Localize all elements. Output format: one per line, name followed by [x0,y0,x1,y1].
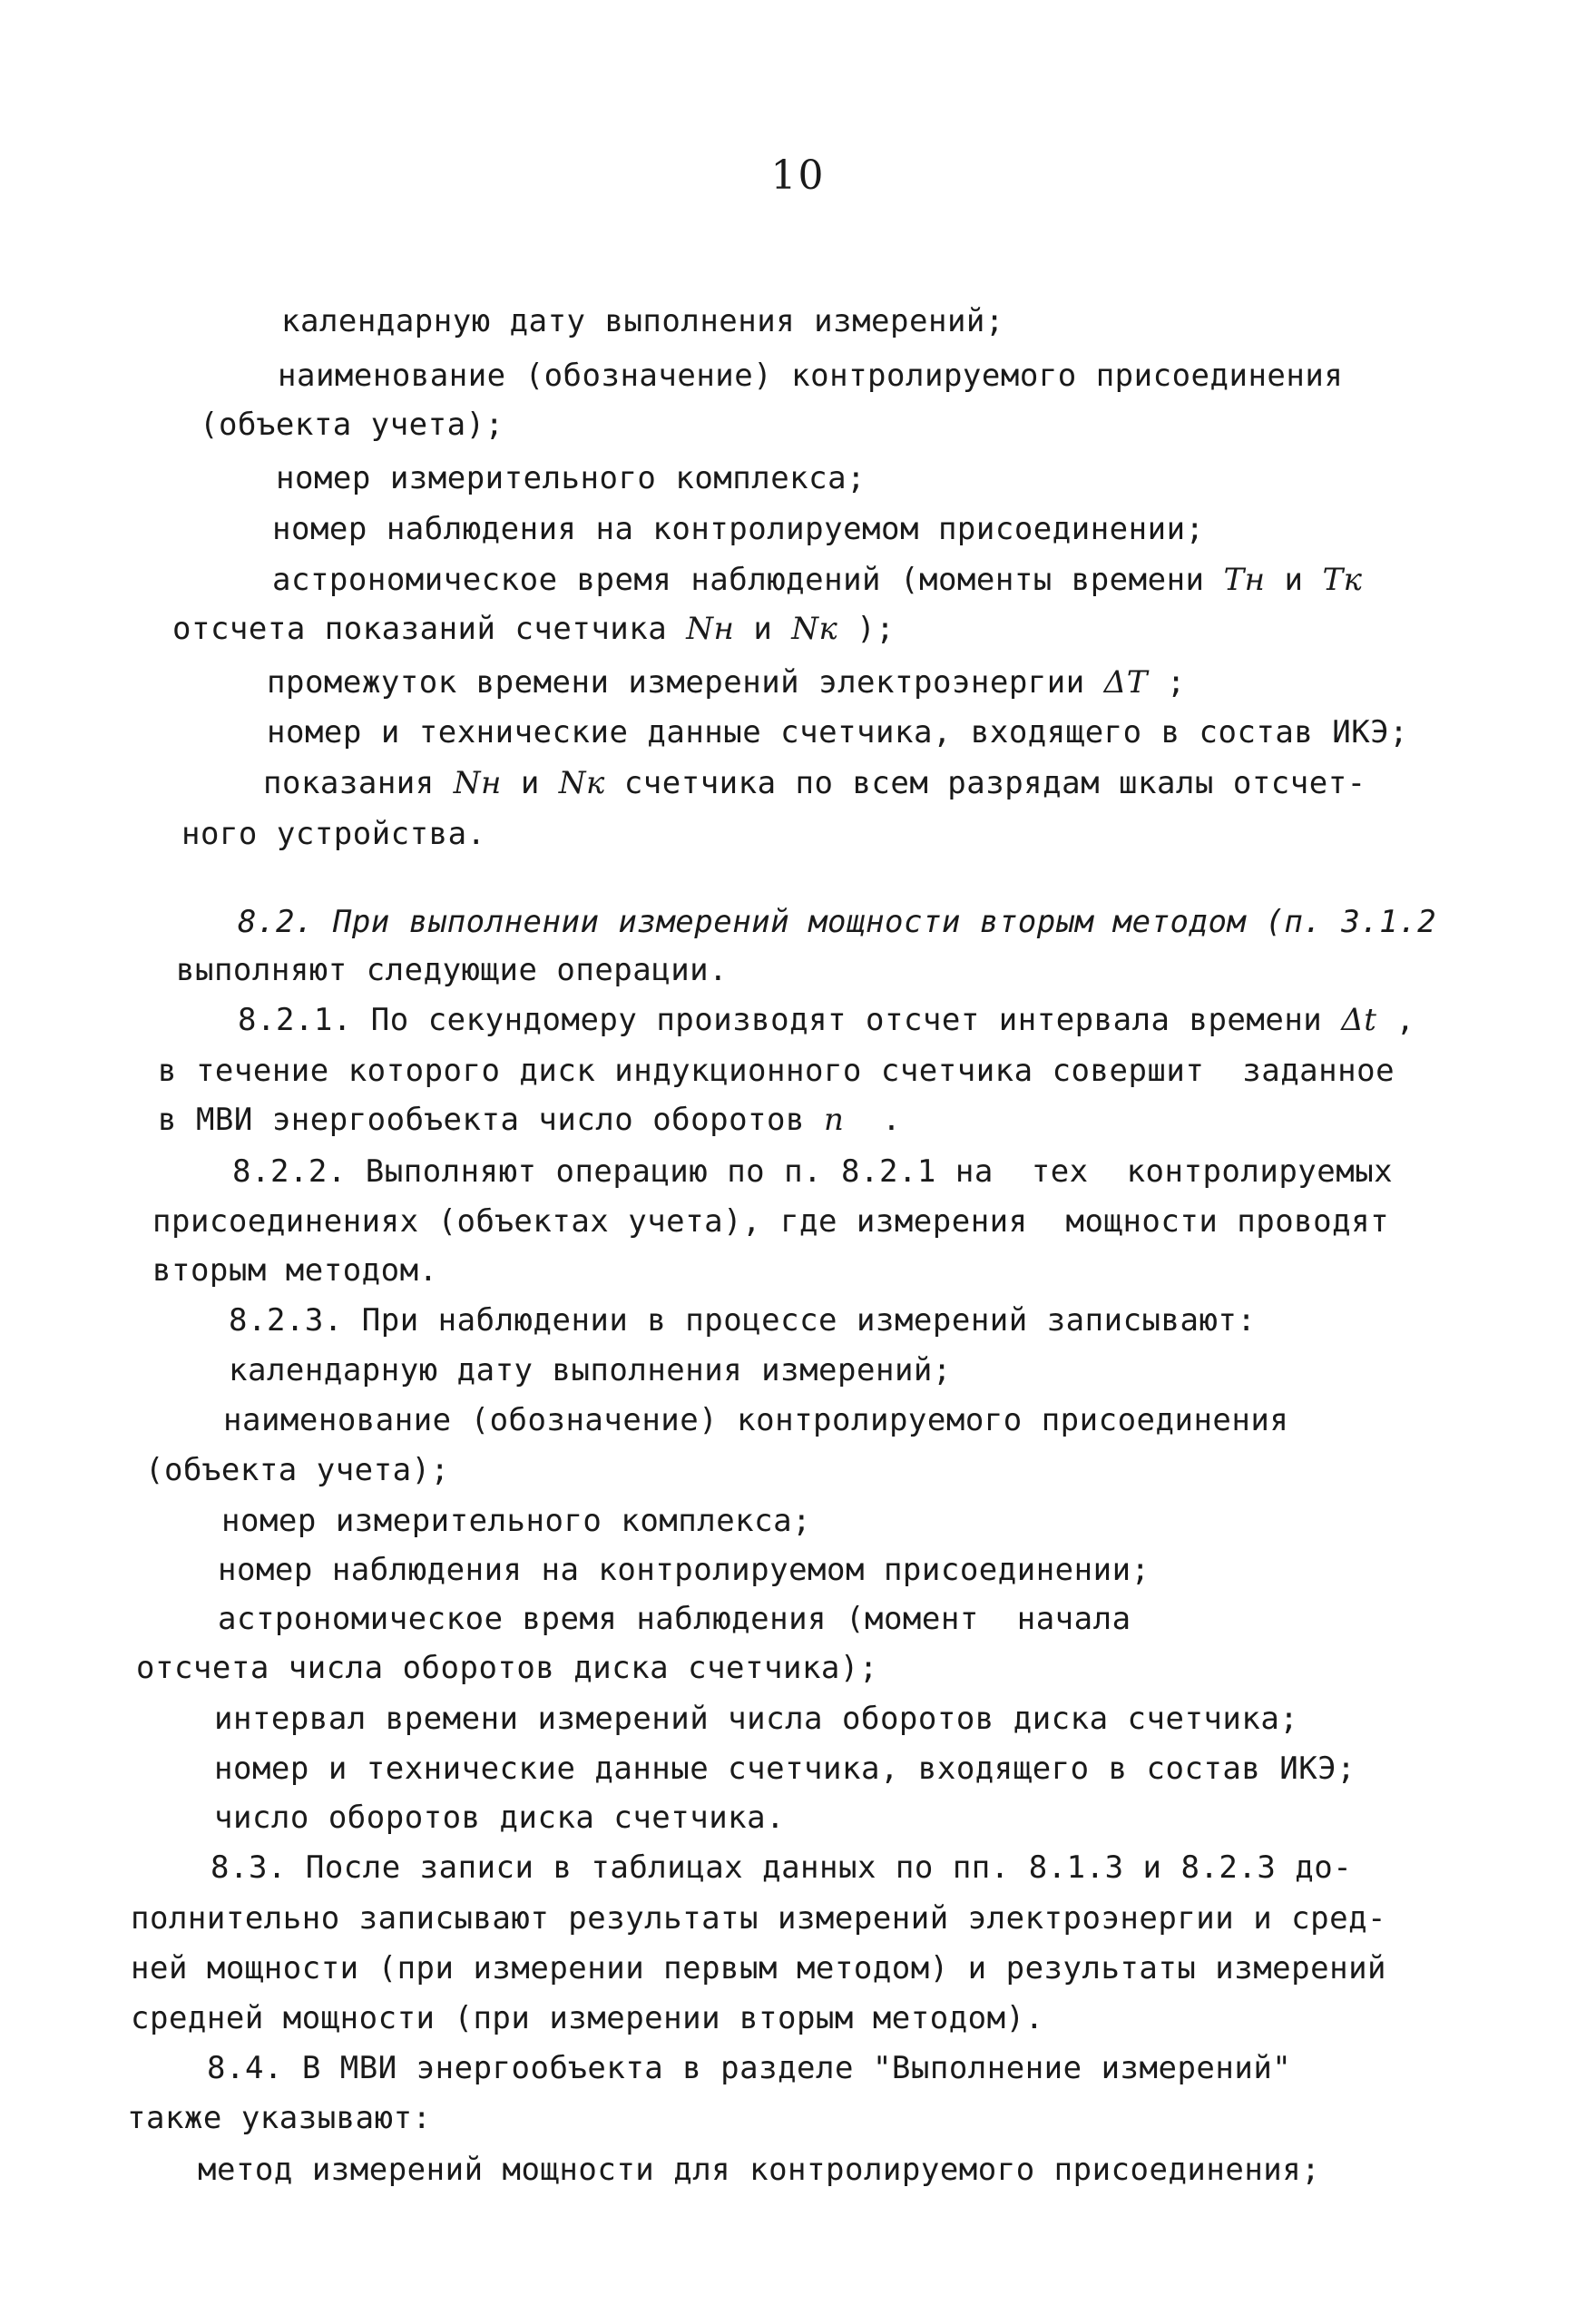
list-item-observation: номер наблюдения на контролируемом присоединении; [272,511,1205,547]
list-item-observation: номер наблюдения на контролируемом присоединении; [218,1552,1150,1588]
section-8-2-2-line1: 8.2.2. Выполняют операцию по п. 8.2.1 на тех контролируемых [232,1153,1394,1190]
text: астрономическое время наблюдений (моменты времени [272,562,1224,598]
section-8-2-1-line3 [158,1102,901,1138]
list-item-interval: интервал времени измерений числа оборотов диска счетчика; [214,1701,1299,1737]
symbol-delta-t-small: Δt [1341,1002,1377,1038]
section-8-4-line1: 8.4. В МВИ энергообъекта в разделе "Выполнение измерений" [207,2050,1292,2086]
list-item-name-line1: наименование (обозначение) контролируемого присоединения [278,358,1344,394]
symbol-t-start: Тн [1223,562,1266,598]
section-8-2-2-line2: присоединениях (объектах учета), где измерения мощности проводят [152,1203,1390,1240]
section-8-2-3-line1: 8.2.3. При наблюдении в процессе измерений записывают: [229,1302,1257,1339]
symbol-n-start: Nн [453,765,502,801]
text: и [501,765,559,801]
list-item-time-line1: астрономическое время наблюдения (момент начала [218,1601,1131,1637]
section-8-3-line3: ней мощности (при измерении первым методом) и результаты измерений [131,1950,1387,1986]
list-item-turns: число оборотов диска счетчика. [214,1800,786,1836]
list-item-date: календарную дату выполнения измерений; [281,303,1004,339]
symbol-delta-t: ΔТ [1103,664,1148,701]
list-item-complex: номер измерительного комплекса; [221,1503,812,1539]
list-item-interval [267,664,1186,701]
section-8-2-line2: выполняют следующие операции. [176,952,729,988]
text: в МВИ энергообъекта число оборотов [158,1102,824,1138]
list-item-readings-line2: ного устройства. [181,816,486,852]
list-item-date: календарную дату выполнения измерений; [229,1352,952,1388]
list-item-time-line2 [172,611,895,647]
list-item-time-line2: отсчета числа оборотов диска счетчика); [136,1650,878,1686]
list-item-readings-line1 [263,765,1366,801]
symbol-n-start: Nн [686,611,735,647]
text: , [1376,1002,1415,1038]
text: показания [263,765,454,801]
list-item-name-line2: (объекта учета); [200,407,504,443]
list-item-time-line1 [272,562,1362,598]
list-item-complex: номер измерительного комплекса; [276,460,867,496]
section-8-2-1-line2: в течение которого диск индукционного счетчика совершит заданное [158,1053,1395,1089]
list-item-name-line2: (объекта учета); [145,1452,450,1488]
section-8-2-1-line1 [238,1002,1415,1038]
section-8-3-line2: полнительно записывают результаты измерений электроэнергии и сред- [131,1900,1387,1937]
symbol-n-end: Nк [791,611,838,647]
list-item-meter: номер и технические данные счетчика, входящего в состав ИКЭ; [214,1751,1356,1787]
text: . [844,1102,902,1138]
text: ; [1147,664,1186,701]
text: счетчика по всем разрядам шкалы отсчет- [604,765,1366,801]
text: ); [837,611,896,647]
text: и [734,611,792,647]
symbol-n-end: Nк [558,765,605,801]
text: 8.2.1. По секундомеру производят отсчет интервала времени [238,1002,1342,1038]
section-8-3-line4: средней мощности (при измерении вторым методом). [131,2000,1044,2036]
text: отсчета показаний счетчика [172,611,687,647]
text: промежуток времени измерений электроэнергии [267,664,1104,701]
section-8-2-line1: 8.2. При выполнении измерений мощности вторым методом (п. 3.1.2 [238,904,1437,940]
symbol-t-end: Тк [1322,562,1363,598]
section-8-3-line1: 8.3. После записи в таблицах данных по пп. 8.1.3 и 8.2.3 до- [211,1849,1353,1886]
section-8-2-2-line3: вторым методом. [152,1252,438,1289]
section-8-4-line3: метод измерений мощности для контролируемого присоединения; [198,2152,1321,2188]
page-number: 10 [770,152,826,199]
text: и [1265,562,1323,598]
symbol-n-turns: n [823,1102,845,1138]
list-item-meter: номер и технические данные счетчика, входящего в состав ИКЭ; [267,714,1409,750]
section-8-4-line2: также указывают: [127,2100,432,2136]
list-item-name-line1: наименование (обозначение) контролируемого присоединения [223,1402,1289,1438]
